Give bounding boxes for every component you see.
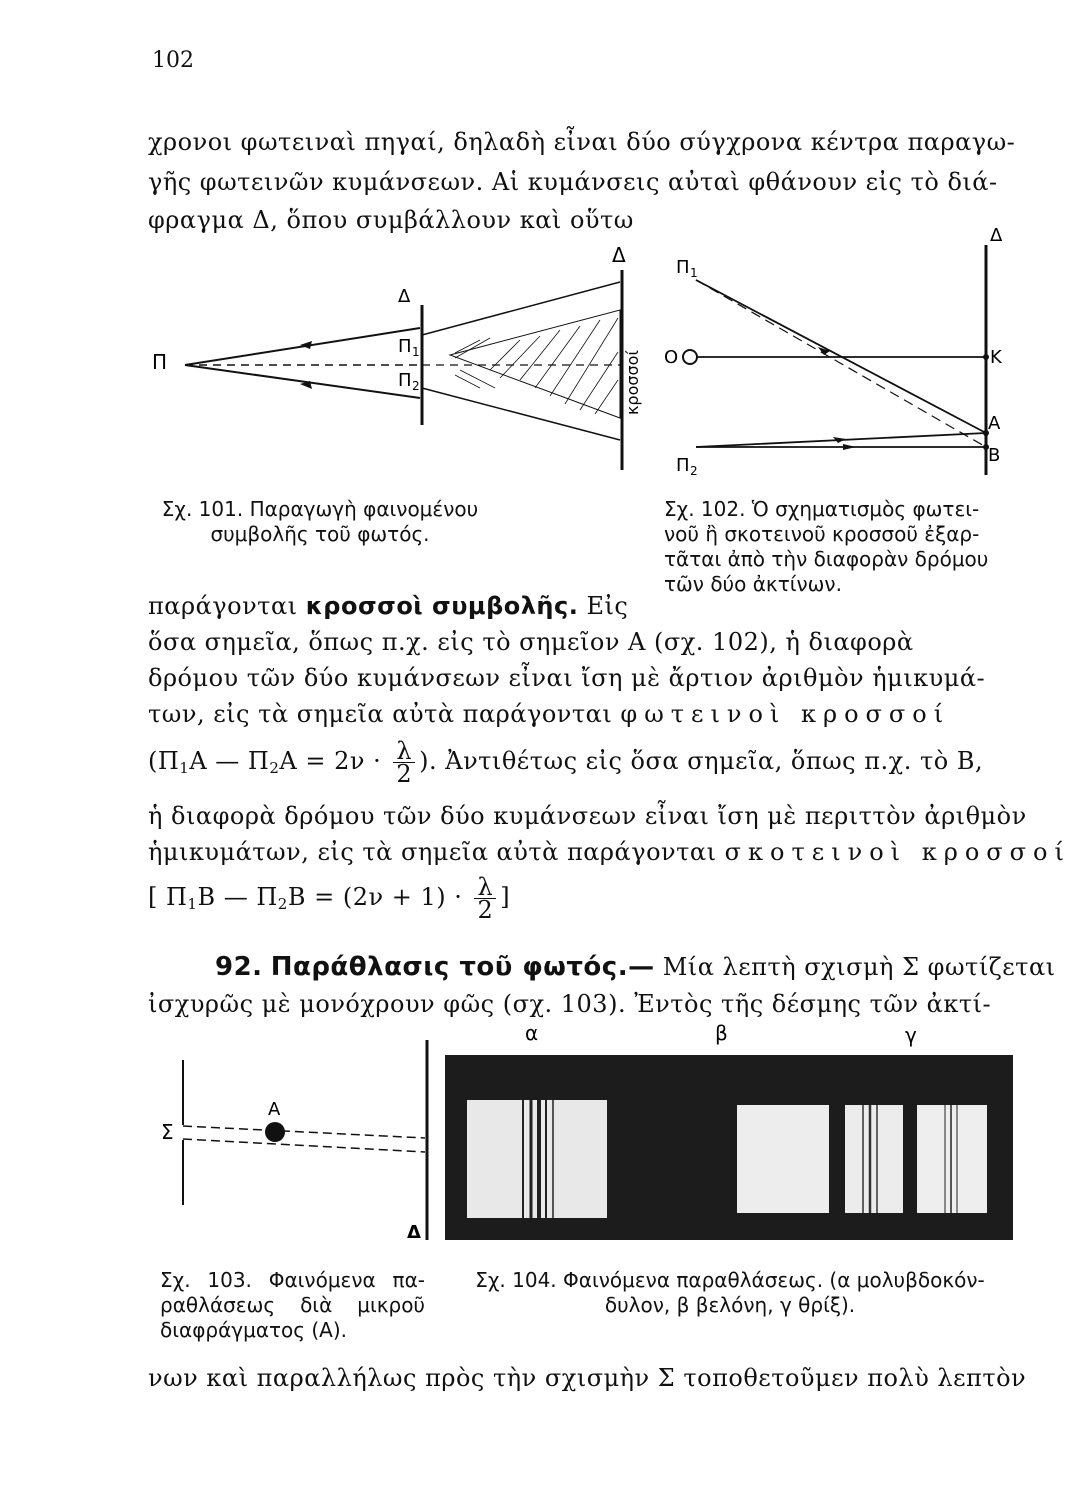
para2-line6: ἡ διαφορὰ δρόμου τῶν δύο κυμάνσεων εἶναι ἴση μὲ περιττὸν ἀριθμὸν (148, 802, 1027, 830)
equation-dark (148, 873, 1016, 924)
para2-line1-text: παράγονται (148, 592, 298, 620)
label-p1: Π (676, 257, 690, 278)
fig104-caption-label: Σχ. 104. (475, 1268, 557, 1292)
para2-line4-text: των, εἰς τὰ σημεῖα αὐτὰ παράγονται (148, 700, 613, 728)
eq2-sub1: 1 (187, 895, 198, 913)
fig102-caption-text: Ὁ σχηματισμὸς φωτει-νοῦ ἢ σκοτεινοῦ κροσσοῦ ἐξαρ-τᾶται ἀπὸ τὴν διαφορὰν δρόμου τῶν δύο ἀκτίνων. (664, 497, 989, 596)
fig104-caption-text: Φαινόμενα παραθλάσεως. (α μολυβδοκόν-δυλον, β βελόνη, γ θρίξ). (563, 1268, 985, 1317)
para1-line3: φραγμα Δ, ὅπου συμβάλλουν καὶ οὕτω (148, 206, 634, 234)
label-slit1: Π (398, 336, 412, 357)
fig102-caption-label: Σχ. 102. (664, 497, 746, 521)
label-slit1-sub: 1 (412, 345, 420, 359)
section-title: Παράθλασις τοῦ φωτός.— (270, 952, 655, 982)
eq2-tail: ] (500, 883, 511, 911)
eq1-part-c: A = 2ν · (279, 747, 382, 775)
final-line: νων καὶ παραλλήλως πρὸς τὴν σχισμὴν Σ τοποθετοῦμεν πολὺ λεπτὸν (148, 1364, 1027, 1392)
fig101-caption-text: Παραγωγὴ φαινομένου συμβολῆς τοῦ φωτός. (210, 497, 479, 546)
label-p2-sub: 2 (690, 464, 698, 478)
label-fringes: κροσσοί (623, 350, 642, 415)
para2-line1-tail: Εἰς (586, 592, 629, 620)
eq1-sub1: 1 (179, 759, 190, 777)
label-alpha: α (525, 1021, 539, 1045)
term-interference-fringes: κροσσοὶ συμβολῆς. (305, 592, 579, 620)
eq2-part-c: B = (2ν + 1) · (287, 883, 463, 911)
label-slit: Σ (161, 1120, 174, 1144)
figure-102-diagram (664, 225, 1008, 485)
section92-line2: ἰσχυρῶς μὲ μονόχρουν φῶς (σχ. 103). Ἐντὸς τῆς δέσμης τῶν ἀκτί- (148, 990, 992, 1018)
section92-line1-tail: Μία λεπτὴ σχισμὴ Σ φωτίζεται (662, 953, 1056, 981)
para1-line2: γῆς φωτεινῶν κυμάνσεων. Αἱ κυμάνσεις αὐταὶ φθάνουν εἰς τὸ διά- (148, 168, 998, 196)
label-p1-sub: 1 (690, 266, 698, 280)
figure-103-diagram (155, 1040, 440, 1250)
page-number: 102 (152, 48, 194, 73)
label-k: K (990, 347, 1002, 368)
eq2-fraction (474, 873, 496, 924)
label-screen: Δ (990, 225, 1003, 246)
section-92-heading-line (215, 952, 1056, 982)
para2-line1 (148, 592, 648, 620)
label-o: O (664, 347, 679, 368)
section-number: 92. (215, 952, 263, 982)
term-bright-fringes: φωτεινοὶ κροσσοί (620, 700, 951, 728)
eq2-part-b: B — Π (197, 883, 278, 911)
eq1-fraction (393, 737, 415, 788)
label-screen-right: Δ (612, 243, 626, 267)
para1-line1: χρονοι φωτειναὶ πηγαί, δηλαδὴ εἶναι δύο σύγχρονα κέντρα παραγω- (148, 128, 1016, 156)
label-gamma: γ (905, 1023, 917, 1047)
eq1-sub2: 2 (269, 759, 280, 777)
para2-line7-text: ἡμικυμάτων, εἰς τὰ σημεῖα αὐτὰ παράγονται (148, 838, 717, 866)
label-p2: Π (676, 455, 690, 476)
eq2-sub2: 2 (277, 895, 288, 913)
equation-bright (148, 737, 1016, 788)
eq1-part-a: (Π (148, 747, 180, 775)
eq2-part-a: [ Π (148, 883, 188, 911)
label-b: B (988, 445, 1001, 466)
fig101-caption-label: Σχ. 101. (161, 497, 244, 521)
figure-104-photo (445, 1020, 1015, 1245)
para2-line2: ὅσα σημεῖα, ὅπως π.χ. εἰς τὸ σημεῖον A (σχ. 102), ἡ διαφορὰ (148, 628, 914, 656)
eq1-tail: ). Ἀντιθέτως εἰς ὅσα σημεῖα, ὅπως π.χ. τὸ B, (419, 747, 984, 775)
fig103-caption-label: Σχ. 103. (160, 1268, 252, 1292)
figure-101-caption (150, 497, 490, 547)
label-slit2-sub: 2 (412, 379, 420, 393)
label-a: A (988, 413, 1001, 434)
label-source: Π (152, 350, 168, 374)
figure-103-caption (160, 1268, 425, 1343)
para2-line4 (148, 700, 1016, 728)
eq1-numerator: λ (393, 740, 415, 763)
eq2-denominator: 2 (477, 896, 494, 924)
eq1-part-b: A — Π (189, 747, 270, 775)
figure-101-diagram (150, 240, 650, 485)
label-slit2: Π (398, 370, 412, 391)
para2-line3: δρόμου τῶν δύο κυμάνσεων εἶναι ἴση μὲ ἄρτιον ἀριθμὸν ἡμικυμά- (148, 664, 986, 692)
eq2-numerator: λ (474, 876, 496, 899)
label-obstacle: A (268, 1099, 281, 1120)
label-screen: Δ (407, 1222, 421, 1243)
eq1-denominator: 2 (396, 760, 413, 788)
label-screen-left: Δ (398, 286, 411, 307)
term-dark-fringes: σκοτεινοὶ κροσσοί (724, 838, 1071, 866)
figure-104-caption (445, 1268, 1015, 1318)
fig103-caption-text: Φαινόμενα πα-ραθλάσεως διὰ μικροῦ διαφράγματος (A). (160, 1268, 425, 1342)
para2-line7 (148, 838, 1071, 866)
label-beta: β (715, 1021, 728, 1045)
figure-102-caption (664, 497, 1009, 597)
